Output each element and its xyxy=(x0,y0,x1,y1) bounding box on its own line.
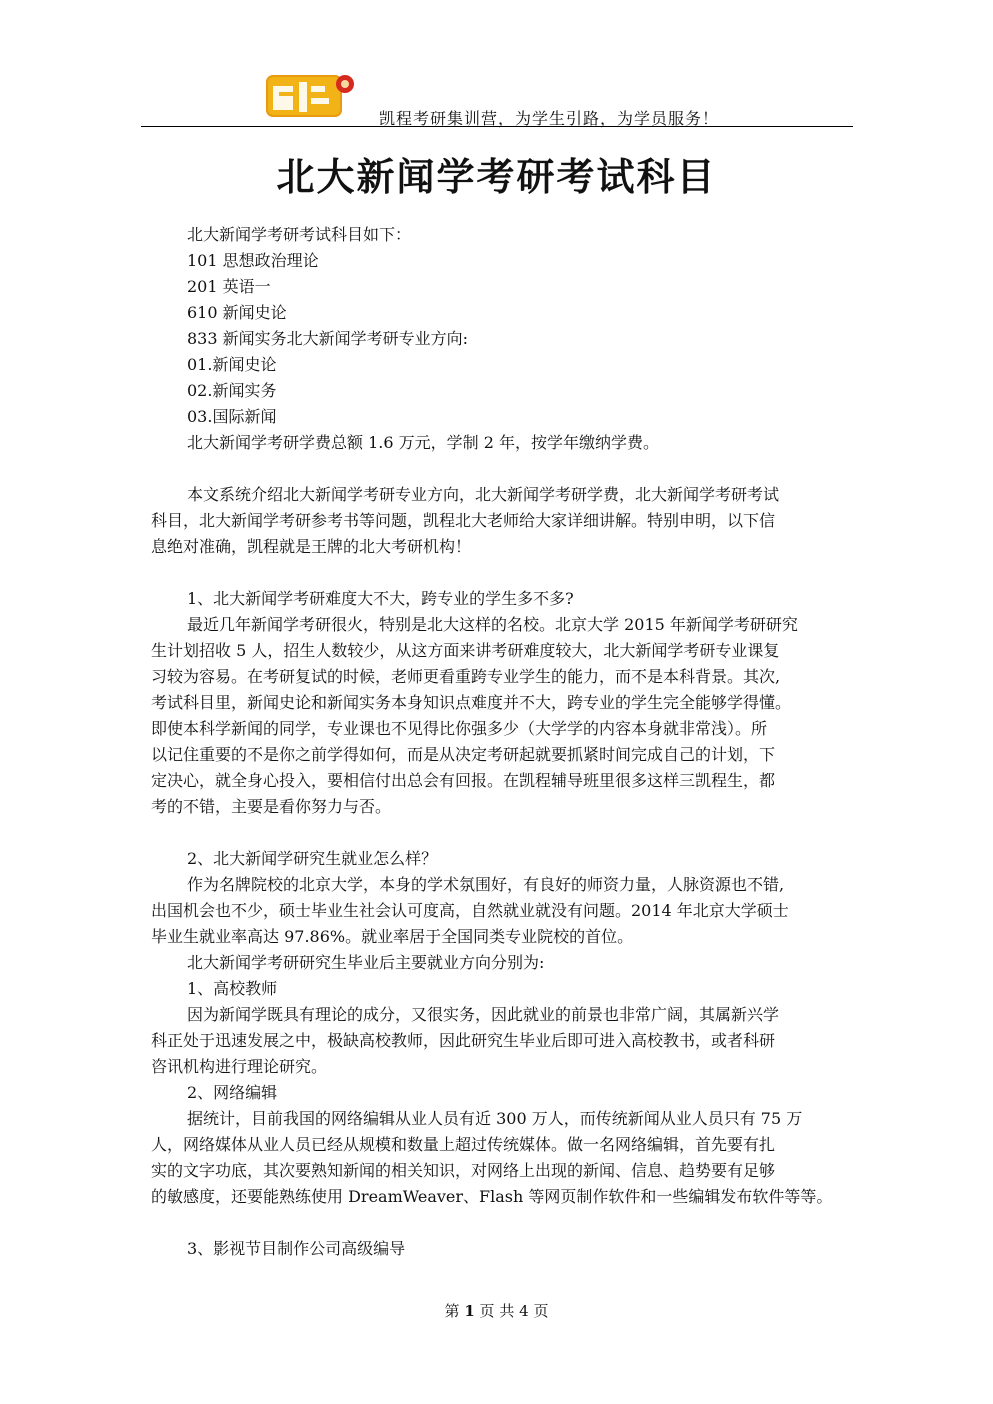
text-line: 考的不错，主要是看你努力与否。 xyxy=(151,797,392,816)
text-line: 实的文字功底，其次要熟知新闻的相关知识，对网络上出现的新闻、信息、趋势要有足够 xyxy=(151,1161,776,1180)
text-line: 科正处于迅速发展之中，极缺高校教师，因此研究生毕业后即可进入高校教书，或者科研 xyxy=(151,1031,776,1050)
text-line: 03.国际新闻 xyxy=(187,407,277,426)
document-body xyxy=(151,222,851,1262)
blank-line xyxy=(151,456,851,482)
text-line: 02.新闻实务 xyxy=(187,381,277,400)
current-page-number: 1 xyxy=(464,1302,475,1320)
header-slogan: 凯程考研集训营，为学生引路，为学员服务！ xyxy=(379,109,720,128)
text-line: 毕业生就业率高达 97.86%。就业率居于全国同类专业院校的首位。 xyxy=(151,927,634,946)
sub-heading: 1、高校教师 xyxy=(187,979,278,998)
text-line: 北大新闻学考研学费总额 1.6 万元，学制 2 年，按学年缴纳学费。 xyxy=(187,433,659,452)
text-line: 的敏感度，还要能熟练使用 DreamWeaver、Flash 等网页制作软件和一些编辑发布软件等等。 xyxy=(151,1187,833,1206)
text-line: 01.新闻史论 xyxy=(187,355,277,374)
text-line: 201 英语一 xyxy=(187,277,271,296)
footer-suffix: 页 xyxy=(533,1302,549,1320)
section-heading: 2、北大新闻学研究生就业怎么样？ xyxy=(187,849,438,868)
blank-line xyxy=(151,820,851,846)
text-line: 定决心，就全身心投入，要相信付出总会有回报。在凯程辅导班里很多这样三凯程生，都 xyxy=(151,771,776,790)
footer-prefix: 第 xyxy=(444,1302,460,1320)
section-heading: 1、北大新闻学考研难度大不大，跨专业的学生多不多? xyxy=(187,589,574,608)
text-line: 据统计，目前我国的网络编辑从业人员有近 300 万人，而传统新闻从业人员只有 75 万 xyxy=(187,1109,803,1128)
text-line: 北大新闻学考研研究生毕业后主要就业方向分别为: xyxy=(187,953,545,972)
text-line: 610 新闻史论 xyxy=(187,303,287,322)
sub-heading: 2、网络编辑 xyxy=(187,1083,278,1102)
kaicheng-logo xyxy=(265,70,357,122)
text-line: 出国机会也不少，硕士毕业生社会认可度高，自然就业就没有问题。2014 年北京大学硕士 xyxy=(151,901,789,920)
text-line: 以记住重要的不是你之前学得如何，而是从决定考研起就要抓紧时间完成自己的计划，下 xyxy=(151,745,776,764)
text-line: 人，网络媒体从业人员已经从规模和数量上超过传统媒体。做一名网络编辑，首先要有扎 xyxy=(151,1135,776,1154)
text-line: 833 新闻实务北大新闻学考研专业方向: xyxy=(187,329,469,348)
text-line: 息绝对准确，凯程就是王牌的北大考研机构！ xyxy=(151,537,472,556)
text-line: 咨讯机构进行理论研究。 xyxy=(151,1057,328,1076)
text-line: 考试科目里，新闻史论和新闻实务本身知识点难度并不大，跨专业的学生完全能够学得懂。 xyxy=(151,693,792,712)
text-line: 科目，北大新闻学考研参考书等问题，凯程北大老师给大家详细讲解。特别申明，以下信 xyxy=(151,511,776,530)
footer-middle: 页 共 xyxy=(479,1302,515,1320)
text-line: 最近几年新闻学考研很火，特别是北大这样的名校。北京大学 2015 年新闻学考研研究 xyxy=(187,615,798,634)
text-line: 101 思想政治理论 xyxy=(187,251,319,270)
page-header xyxy=(141,70,853,127)
blank-line xyxy=(151,1210,851,1236)
document-title: 北大新闻学考研考试科目 xyxy=(276,154,717,199)
page-footer xyxy=(0,1300,993,1321)
text-line: 作为名牌院校的北京大学，本身的学术氛围好，有良好的师资力量，人脉资源也不错, xyxy=(187,875,785,894)
blank-line xyxy=(151,560,851,586)
text-line: 生计划招收 5 人，招生人数较少，从这方面来讲考研难度较大，北大新闻学考研专业课复 xyxy=(151,641,780,660)
text-line: 北大新闻学考研考试科目如下： xyxy=(187,225,412,244)
text-line: 习较为容易。在考研复试的时候，老师更看重跨专业学生的能力，而不是本科背景。其次, xyxy=(151,667,781,686)
sub-heading: 3、影视节目制作公司高级编导 xyxy=(187,1239,406,1258)
text-line: 即使本科学新闻的同学，专业课也不见得比你强多少（大学学的内容本身就非常浅）。所 xyxy=(151,719,768,738)
total-page-number: 4 xyxy=(519,1302,529,1320)
text-line: 本文系统介绍北大新闻学考研专业方向，北大新闻学考研学费，北大新闻学考研考试 xyxy=(187,485,780,504)
text-line: 因为新闻学既具有理论的成分，又很实务，因此就业的前景也非常广阔，其属新兴学 xyxy=(187,1005,780,1024)
